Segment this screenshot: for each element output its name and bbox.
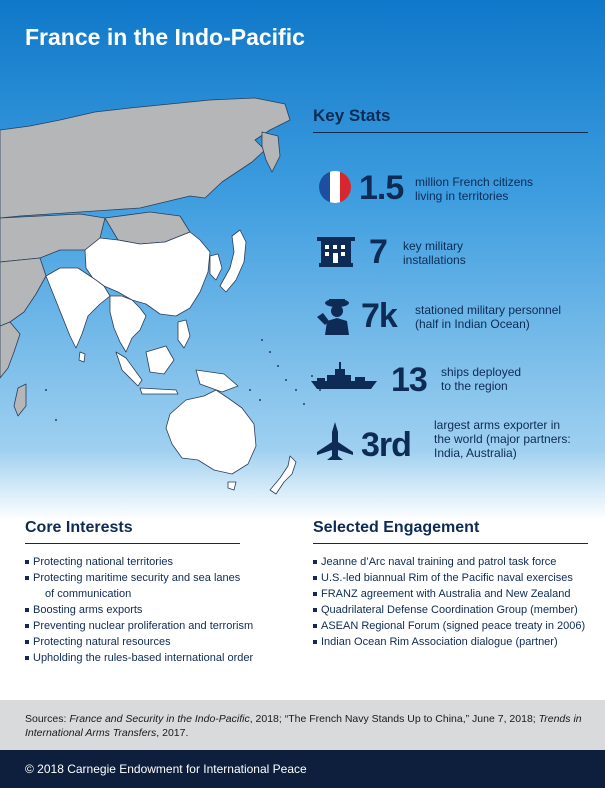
stat-citizens xyxy=(313,165,603,215)
map-kamchatka xyxy=(262,132,280,172)
fighter-jet-icon xyxy=(313,418,357,462)
list-item: Quadrilateral Defense Coordination Group (member) xyxy=(313,602,603,618)
map-new-guinea xyxy=(196,370,238,392)
map-russia xyxy=(0,98,290,218)
list-item-continuation: of communication xyxy=(45,588,132,600)
list-item: ASEAN Regional Forum (signed peace treaty in 2006) xyxy=(313,618,603,634)
stat-value: 7k xyxy=(361,297,397,335)
list-item: Protecting national territories xyxy=(25,554,295,570)
map-africa-horn xyxy=(0,322,20,378)
stat-desc-line2: to the region xyxy=(441,379,508,393)
stat-personnel xyxy=(313,293,603,343)
footer xyxy=(0,750,605,788)
indo-pacific-map xyxy=(0,90,330,510)
list-item: Jeanne d’Arc naval training and patrol task force xyxy=(313,554,603,570)
stat-desc-line1: largest arms exporter in xyxy=(434,418,561,432)
map-japan xyxy=(220,230,246,292)
stat-desc-line2: the world (major partners: xyxy=(434,432,571,446)
stat-desc-line1: key military xyxy=(403,239,464,253)
stat-installations xyxy=(313,229,603,279)
list-item: Boosting arms exports xyxy=(25,602,295,618)
map-china xyxy=(85,232,210,316)
map-madagascar xyxy=(14,384,26,416)
sources-middle: , 2018; “The French Navy Stands Up to China,” June 7, 2018; xyxy=(249,713,539,725)
list-item: Preventing nuclear proliferation and terrorism xyxy=(25,618,295,634)
map-philippines xyxy=(178,320,190,348)
selected-engagement-list xyxy=(313,554,603,650)
map-southeast-asia xyxy=(110,296,146,352)
building-icon xyxy=(313,229,357,273)
key-stats-heading: Key Stats xyxy=(313,106,391,125)
divider xyxy=(313,543,588,544)
map-new-zealand xyxy=(270,456,296,494)
map-korea xyxy=(210,254,222,280)
page-title: France in the Indo-Pacific xyxy=(25,24,305,50)
selected-engagement-heading: Selected Engagement xyxy=(313,519,480,536)
stat-desc-line2: living in territories xyxy=(415,189,509,203)
stat-desc-line1: ships deployed xyxy=(441,365,522,379)
list-item: FRANZ agreement with Australia and New Zealand xyxy=(313,586,603,602)
sources-bar xyxy=(0,700,605,750)
divider xyxy=(313,132,588,133)
copyright: © 2018 Carnegie Endowment for International Peace xyxy=(25,762,307,776)
stat-arms-exporter xyxy=(313,418,603,468)
stat-desc-line1: stationed military personnel xyxy=(415,303,562,317)
map-borneo xyxy=(146,346,174,374)
list-item: Indian Ocean Rim Association dialogue (partner) xyxy=(313,634,603,650)
sources-prefix: Sources: xyxy=(25,713,70,725)
list-item: Protecting natural resources xyxy=(25,634,295,650)
sources-suffix: , 2017. xyxy=(156,727,189,739)
map-tasmania xyxy=(228,482,236,490)
map-middle-east xyxy=(0,258,46,326)
warship-icon xyxy=(309,357,379,401)
list-item: Protecting maritime security and sea lanes xyxy=(25,570,295,586)
core-interests-list xyxy=(25,554,295,666)
source-title: France and Security in the Indo-Pacific xyxy=(69,713,250,725)
core-interests-heading: Core Interests xyxy=(25,519,133,536)
list-item: U.S.-led biannual Rim of the Pacific naval exercises xyxy=(313,570,603,586)
sources-text xyxy=(25,712,585,740)
stat-ships xyxy=(313,357,603,407)
map-australia xyxy=(166,390,256,474)
stat-desc-line2: (half in Indian Ocean) xyxy=(415,317,530,331)
soldier-icon xyxy=(313,293,357,337)
stat-desc-line2: installations xyxy=(403,253,466,267)
stat-desc-line3: India, Australia) xyxy=(434,446,517,460)
stat-value: 7 xyxy=(369,233,387,271)
stat-desc-line1: million French citizens xyxy=(415,175,534,189)
stat-value: 1.5 xyxy=(359,169,404,207)
map-sumatra xyxy=(116,352,142,386)
source-title: Trends in International Arms Transfers xyxy=(25,713,582,739)
stat-value: 3rd xyxy=(361,426,411,464)
french-flag-icon xyxy=(313,165,357,209)
map-sri-lanka xyxy=(79,352,85,362)
list-item: Upholding the rules-based international order xyxy=(25,650,295,666)
map-indonesia-islands xyxy=(140,388,178,394)
stat-value: 13 xyxy=(391,361,427,399)
divider xyxy=(25,543,240,544)
